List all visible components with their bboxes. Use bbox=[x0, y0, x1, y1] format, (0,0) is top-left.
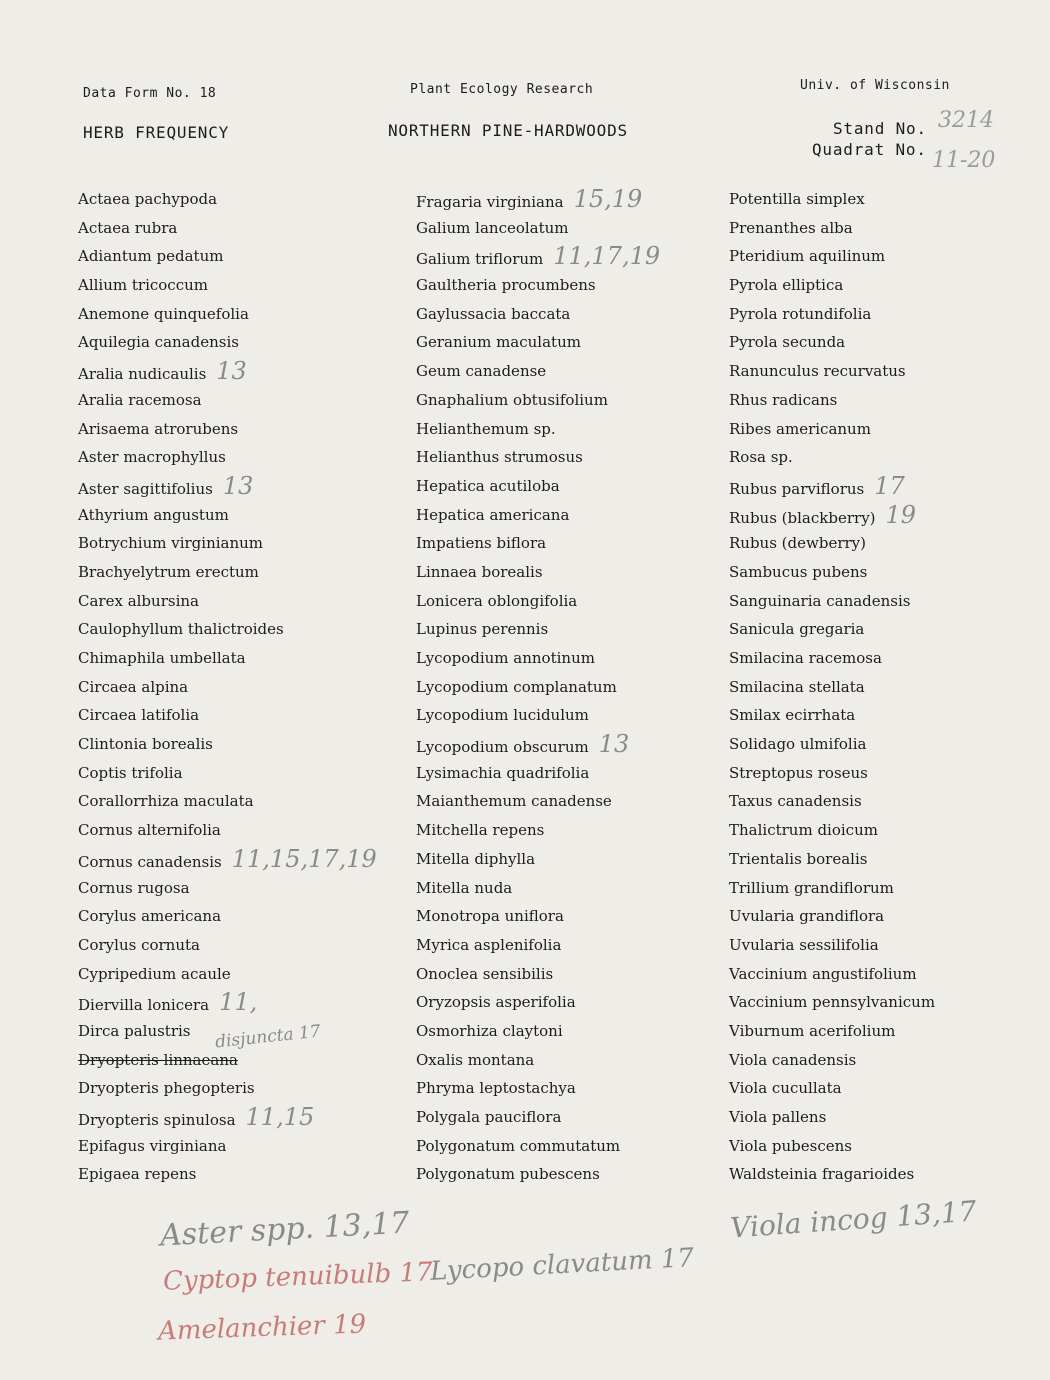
species-row bbox=[729, 587, 935, 616]
frequency-note: 11, bbox=[219, 988, 258, 1017]
species-row bbox=[416, 529, 660, 558]
species-row bbox=[78, 845, 377, 874]
species-name: Caulophyllum thalictroides bbox=[78, 620, 284, 639]
species-name: Waldsteinia fragarioides bbox=[729, 1165, 915, 1184]
species-row bbox=[416, 816, 660, 845]
species-name: Viola cucullata bbox=[729, 1079, 842, 1098]
form-number: Data Form No. 18 bbox=[83, 86, 217, 101]
species-row bbox=[416, 443, 660, 472]
species-name: Smilacina racemosa bbox=[729, 649, 882, 667]
species-name: Circaea latifolia bbox=[78, 706, 200, 725]
species-row bbox=[78, 701, 377, 730]
species-row bbox=[78, 615, 377, 644]
species-name: Gnaphalium obtusifolium bbox=[416, 390, 608, 409]
species-name: Smilacina stellata bbox=[729, 677, 865, 696]
species-name: Actaea rubra bbox=[78, 218, 178, 237]
species-name: Rubus (blackberry) bbox=[729, 508, 876, 527]
species-name: Carex albursina bbox=[78, 591, 199, 610]
species-row bbox=[729, 845, 935, 874]
species-row bbox=[416, 328, 660, 357]
species-name: Cornus rugosa bbox=[78, 878, 190, 897]
frequency-note: 11,17,19 bbox=[553, 242, 661, 271]
species-name: Gaultheria procumbens bbox=[416, 276, 596, 295]
species-row bbox=[416, 1074, 660, 1103]
species-name: Clintonia borealis bbox=[78, 735, 213, 754]
species-name: Dryopteris phegopteris bbox=[78, 1079, 255, 1098]
species-row bbox=[416, 931, 660, 960]
species-name: Cornus alternifolia bbox=[78, 821, 221, 840]
species-name: Lupinus perennis bbox=[416, 620, 549, 639]
species-row bbox=[78, 558, 377, 587]
species-name: Aster sagittifolius bbox=[78, 479, 213, 498]
species-row bbox=[78, 501, 377, 530]
species-name: Corylus cornuta bbox=[78, 935, 200, 954]
species-row bbox=[729, 1160, 935, 1189]
species-row bbox=[416, 185, 660, 214]
species-name: Actaea pachypoda bbox=[78, 190, 218, 208]
species-name: Geranium maculatum bbox=[416, 333, 581, 352]
stand-label: Stand No. bbox=[833, 119, 927, 138]
species-name: Potentilla simplex bbox=[729, 190, 865, 208]
species-row bbox=[416, 701, 660, 730]
species-row bbox=[78, 759, 377, 788]
species-row bbox=[78, 185, 377, 214]
species-row bbox=[729, 816, 935, 845]
frequency-note: 11,15,17,19 bbox=[231, 844, 377, 873]
species-row bbox=[78, 730, 377, 759]
species-name: Smilax ecirrhata bbox=[729, 706, 856, 725]
species-row bbox=[729, 931, 935, 960]
species-name: Arisaema atrorubens bbox=[78, 419, 239, 438]
species-row bbox=[78, 529, 377, 558]
frequency-note: 13 bbox=[222, 471, 254, 500]
species-row bbox=[416, 759, 660, 788]
species-name: Viola pallens bbox=[729, 1108, 827, 1126]
species-row bbox=[729, 185, 935, 214]
species-name: Aster macrophyllus bbox=[78, 448, 226, 467]
species-row bbox=[416, 1046, 660, 1075]
species-name: Lycopodium lucidulum bbox=[416, 706, 589, 725]
species-name: Corylus americana bbox=[78, 907, 222, 926]
species-name: Pyrola secunda bbox=[729, 333, 846, 352]
species-name: Aquilegia canadensis bbox=[78, 333, 239, 352]
species-row bbox=[729, 988, 935, 1017]
species-name: Lysimachia quadrifolia bbox=[416, 763, 590, 782]
species-row bbox=[729, 1103, 935, 1132]
species-name: Onoclea sensibilis bbox=[416, 964, 554, 983]
species-row bbox=[78, 1103, 377, 1132]
species-name: Helianthemum sp. bbox=[416, 419, 556, 438]
species-name: Adiantum pedatum bbox=[78, 247, 224, 266]
species-name: Dryopteris spinulosa bbox=[78, 1111, 236, 1129]
species-row bbox=[729, 415, 935, 444]
species-name: Epigaea repens bbox=[78, 1165, 197, 1184]
species-row bbox=[729, 615, 935, 644]
species-name: Oxalis montana bbox=[416, 1050, 535, 1069]
species-name: Mitella nuda bbox=[416, 878, 513, 897]
species-row bbox=[78, 931, 377, 960]
species-row bbox=[78, 644, 377, 673]
handwritten-note-aster: Aster spp. 13,17 bbox=[159, 1205, 411, 1254]
species-name: Mitella diphylla bbox=[416, 849, 536, 868]
species-row bbox=[729, 529, 935, 558]
species-name: Epifagus virginiana bbox=[78, 1136, 227, 1155]
frequency-note: 13 bbox=[216, 357, 247, 386]
species-row bbox=[416, 472, 660, 501]
species-row bbox=[416, 558, 660, 587]
species-name: Polygonatum pubescens bbox=[416, 1165, 600, 1184]
species-row bbox=[78, 357, 377, 386]
species-name: Trientalis borealis bbox=[729, 849, 868, 868]
species-name: Viola pubescens bbox=[729, 1136, 852, 1155]
species-name: Rubus (dewberry) bbox=[729, 534, 866, 553]
handwritten-note-cyptop: Cyptop tenuibulb 17 bbox=[162, 1257, 434, 1297]
species-name: Aralia nudicaulis bbox=[78, 365, 207, 384]
species-name: Uvularia grandiflora bbox=[729, 907, 885, 926]
species-row bbox=[729, 787, 935, 816]
species-name: Dirca palustris bbox=[78, 1021, 191, 1040]
species-row bbox=[78, 300, 377, 329]
species-name: Coptis trifolia bbox=[78, 763, 183, 782]
species-row bbox=[729, 1132, 935, 1161]
quadrat-number: 11-20 bbox=[932, 148, 996, 173]
species-row bbox=[729, 357, 935, 386]
species-row bbox=[78, 214, 377, 243]
species-row bbox=[729, 328, 935, 357]
species-name: Linnaea borealis bbox=[416, 562, 543, 581]
species-name: Impatiens biflora bbox=[416, 534, 547, 553]
species-name: Prenanthes alba bbox=[729, 218, 853, 237]
species-row bbox=[416, 357, 660, 386]
species-row bbox=[416, 787, 660, 816]
species-column-2 bbox=[416, 185, 660, 1189]
community-title: NORTHERN PINE-HARDWOODS bbox=[388, 121, 628, 140]
species-row bbox=[78, 1160, 377, 1189]
species-name: Circaea alpina bbox=[78, 677, 189, 696]
species-name: Aralia racemosa bbox=[78, 390, 202, 409]
species-name: Mitchella repens bbox=[416, 821, 545, 840]
species-row bbox=[729, 242, 935, 271]
species-name: Sanicula gregaria bbox=[729, 620, 865, 639]
species-row bbox=[729, 271, 935, 300]
species-name: Hepatica acutiloba bbox=[416, 476, 560, 495]
species-row bbox=[729, 386, 935, 415]
species-row bbox=[416, 300, 660, 329]
university: Univ. of Wisconsin bbox=[800, 78, 950, 93]
species-row bbox=[416, 960, 660, 989]
species-name: Thalictrum dioicum bbox=[729, 821, 878, 840]
species-row bbox=[416, 415, 660, 444]
handwritten-note-viola: Viola incog 13,17 bbox=[729, 1194, 978, 1245]
species-row bbox=[416, 988, 660, 1017]
species-name: Diervilla lonicera bbox=[78, 996, 210, 1015]
species-row bbox=[78, 415, 377, 444]
species-row bbox=[729, 960, 935, 989]
species-name: Streptopus roseus bbox=[729, 763, 868, 782]
species-name: Ranunculus recurvatus bbox=[729, 362, 906, 381]
frequency-note: 13 bbox=[598, 730, 630, 759]
species-name: Rubus parviflorus bbox=[729, 479, 865, 498]
frequency-note: 15,19 bbox=[573, 185, 643, 213]
species-row bbox=[416, 242, 660, 271]
species-name: Cornus canadensis bbox=[78, 852, 222, 871]
species-row bbox=[416, 874, 660, 903]
species-name: Solidago ulmifolia bbox=[729, 735, 867, 754]
species-name: Vaccinium pennsylvanicum bbox=[729, 993, 936, 1012]
species-name: Polygonatum commutatum bbox=[416, 1136, 621, 1155]
species-name: Galium triflorum bbox=[416, 250, 544, 269]
frequency-note: 11,15 bbox=[245, 1103, 315, 1131]
species-name: Corallorrhiza maculata bbox=[78, 792, 254, 811]
species-name: Osmorhiza claytoni bbox=[416, 1021, 563, 1040]
handwritten-note-lycopodium: Lycopo clavatum 17 bbox=[429, 1243, 695, 1287]
species-name: Pyrola rotundifolia bbox=[729, 304, 872, 323]
species-row bbox=[416, 587, 660, 616]
species-row bbox=[416, 214, 660, 243]
species-row bbox=[729, 300, 935, 329]
species-row bbox=[78, 386, 377, 415]
species-name: Chimaphila umbellata bbox=[78, 649, 246, 667]
species-name: Polygala pauciflora bbox=[416, 1108, 562, 1126]
species-name: Sambucus pubens bbox=[729, 562, 868, 581]
species-row bbox=[416, 1160, 660, 1189]
species-row bbox=[78, 902, 377, 931]
species-row bbox=[78, 787, 377, 816]
species-row bbox=[416, 386, 660, 415]
organization: Plant Ecology Research bbox=[410, 82, 594, 97]
species-name: Viburnum acerifolium bbox=[729, 1021, 896, 1040]
species-name: Uvularia sessilifolia bbox=[729, 935, 879, 954]
species-row bbox=[78, 472, 377, 501]
species-row bbox=[729, 701, 935, 730]
species-name: Pyrola elliptica bbox=[729, 276, 844, 295]
species-name: Oryzopsis asperifolia bbox=[416, 993, 576, 1012]
species-name: Sanguinaria canadensis bbox=[729, 591, 911, 610]
species-row bbox=[416, 1132, 660, 1161]
species-row bbox=[78, 242, 377, 271]
species-name: Cypripedium acaule bbox=[78, 964, 231, 983]
species-name: Viola canadensis bbox=[729, 1050, 857, 1069]
species-row bbox=[416, 615, 660, 644]
species-row bbox=[78, 988, 377, 1017]
species-row bbox=[729, 1074, 935, 1103]
species-row bbox=[78, 271, 377, 300]
species-row bbox=[729, 644, 935, 673]
species-row bbox=[416, 730, 660, 759]
species-name: Lycopodium obscurum bbox=[416, 738, 589, 757]
species-name: Lonicera oblongifolia bbox=[416, 591, 578, 610]
species-row bbox=[729, 730, 935, 759]
species-name: Botrychium virginianum bbox=[78, 534, 264, 553]
species-row bbox=[729, 874, 935, 903]
species-name: Hepatica americana bbox=[416, 505, 570, 524]
handwritten-dryopteris-note: disjuncta 17 bbox=[214, 1021, 322, 1053]
species-row bbox=[416, 845, 660, 874]
species-name: Galium lanceolatum bbox=[416, 218, 569, 237]
quadrat-label: Quadrat No. bbox=[812, 140, 927, 159]
species-name: Helianthus strumosus bbox=[416, 448, 583, 467]
frequency-note: 19 bbox=[885, 500, 917, 529]
species-row bbox=[729, 501, 935, 530]
species-name: Vaccinium angustifolium bbox=[729, 964, 917, 983]
species-name: Trillium grandiflorum bbox=[729, 878, 894, 897]
species-row bbox=[78, 673, 377, 702]
species-row bbox=[729, 1017, 935, 1046]
species-row bbox=[729, 759, 935, 788]
species-row bbox=[416, 501, 660, 530]
species-row bbox=[729, 558, 935, 587]
form-title: HERB FREQUENCY bbox=[83, 123, 230, 142]
species-name: Phryma leptostachya bbox=[416, 1079, 576, 1098]
stand-number: 3214 bbox=[938, 108, 994, 133]
species-row bbox=[78, 443, 377, 472]
species-row bbox=[729, 902, 935, 931]
species-row bbox=[78, 1074, 377, 1103]
species-name: Gaylussacia baccata bbox=[416, 304, 571, 323]
species-name: Taxus canadensis bbox=[729, 792, 862, 811]
species-name: Dryopteris linnaeana bbox=[78, 1050, 238, 1069]
species-name: Fragaria virginiana bbox=[416, 193, 564, 211]
species-name: Rosa sp. bbox=[729, 448, 793, 467]
species-name: Monotropa uniflora bbox=[416, 907, 564, 926]
species-row bbox=[416, 902, 660, 931]
species-row bbox=[78, 587, 377, 616]
species-row bbox=[729, 214, 935, 243]
species-row bbox=[78, 328, 377, 357]
species-name: Rhus radicans bbox=[729, 390, 838, 409]
species-row bbox=[416, 271, 660, 300]
species-name: Allium tricoccum bbox=[78, 276, 208, 295]
species-name: Brachyelytrum erectum bbox=[78, 562, 259, 581]
species-name: Athyrium angustum bbox=[78, 505, 229, 524]
species-name: Myrica asplenifolia bbox=[416, 935, 562, 954]
species-row bbox=[416, 1103, 660, 1132]
species-name: Ribes americanum bbox=[729, 419, 871, 438]
species-column-3 bbox=[729, 185, 935, 1189]
species-row bbox=[416, 673, 660, 702]
species-row bbox=[729, 1046, 935, 1075]
species-name: Anemone quinquefolia bbox=[78, 304, 249, 323]
species-row bbox=[729, 673, 935, 702]
species-name: Pteridium aquilinum bbox=[729, 247, 886, 266]
handwritten-note-amelanchier: Amelanchier 19 bbox=[157, 1309, 367, 1347]
species-row bbox=[78, 816, 377, 845]
species-row bbox=[729, 472, 935, 501]
species-row bbox=[729, 443, 935, 472]
species-row bbox=[78, 874, 377, 903]
species-row bbox=[78, 1132, 377, 1161]
species-name: Geum canadense bbox=[416, 362, 547, 381]
species-row bbox=[78, 960, 377, 989]
species-name: Lycopodium annotinum bbox=[416, 649, 595, 667]
frequency-note: 17 bbox=[874, 471, 905, 500]
species-name: Maianthemum canadense bbox=[416, 792, 612, 811]
species-name: Lycopodium complanatum bbox=[416, 677, 617, 696]
species-row bbox=[416, 644, 660, 673]
species-row bbox=[416, 1017, 660, 1046]
